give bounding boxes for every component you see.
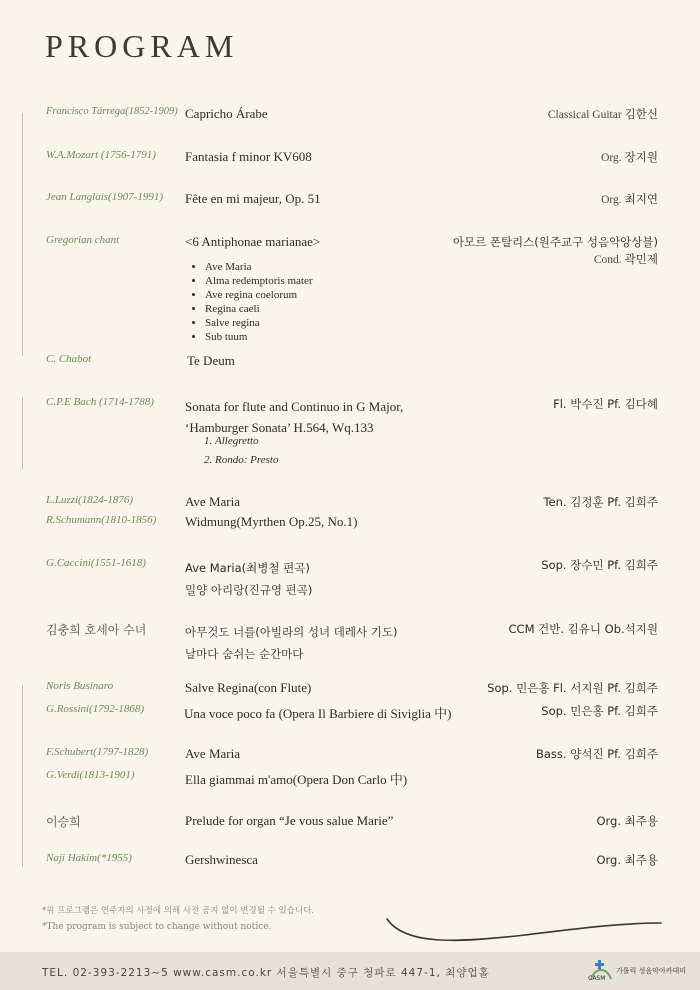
work-title: Widmung(Myrthen Op.25, No.1) — [185, 514, 358, 529]
performer: Sop. 민은홍 Fl. 서지원 Pf. 김희주 — [487, 681, 658, 695]
work-title: Fête en mi majeur, Op. 51 — [185, 191, 321, 206]
composer: G.Rossini(1792-1868) — [46, 703, 145, 715]
performer: 아모르 폰탈리스(원주교구 성음악앙상블) Cond. 곽민제 — [452, 235, 658, 266]
work-title: Ave Maria — [185, 494, 240, 509]
list-item: 1. Allegretto — [215, 432, 278, 451]
performer: Org. 최주용 — [596, 853, 658, 867]
work-title: <6 Antiphonae marianae> — [185, 234, 321, 249]
list-item: • Salve regina — [205, 316, 313, 330]
composer: G.Caccini(1551-1618) — [46, 557, 146, 569]
movement-list — [200, 432, 278, 470]
composer: L.Luzzi(1824-1876) — [46, 494, 134, 506]
composer: Francisco Tárrega(1852-1909) — [46, 106, 178, 117]
composer: Noris Businaro — [46, 680, 114, 692]
footer — [0, 952, 700, 990]
performer: Sop. 장수민 Pf. 김희주 — [541, 558, 658, 572]
decorative-swoosh — [385, 905, 665, 945]
logo-text: 가톨릭 성음악아카데미 — [616, 967, 686, 975]
performer: Bass. 양석진 Pf. 김희주 — [536, 747, 658, 761]
divider-line — [22, 397, 23, 469]
work-title: Fantasia f minor KV608 — [185, 149, 312, 164]
composer: 이승희 — [46, 815, 81, 829]
performer: Fl. 박수진 Pf. 김다혜 — [553, 397, 658, 411]
composer: G.Verdi(1813-1901) — [46, 769, 135, 781]
work-title: 아무것도 너를(아빌라의 성녀 데레사 기도) 날마다 숨쉬는 순간마다 — [185, 625, 398, 661]
antiphon-list — [190, 260, 313, 344]
work-title: Ave Maria(최병철 편곡) 밀양 아리랑(진규영 편곡) — [185, 561, 313, 597]
work-title: Gershwinesca — [185, 852, 258, 867]
note-english: *The program is subject to change without notice. — [42, 922, 272, 932]
composer: Jean Langlais(1907-1991) — [46, 191, 164, 203]
work-title: Ave Maria — [185, 746, 240, 761]
note-korean: *위 프로그램은 연주자의 사정에 의해 사전 공지 없이 변경될 수 있습니다. — [42, 906, 315, 916]
performer: CCM 건반. 김유니 Ob.석지원 — [508, 622, 658, 636]
list-item: • Sub tuum — [205, 330, 313, 344]
work-title: Te Deum — [187, 353, 235, 368]
work-title: Salve Regina(con Flute) — [185, 680, 312, 695]
composer: C.P.E Bach (1714-1788) — [46, 396, 154, 408]
list-item: • Regina caeli — [205, 302, 313, 316]
composer: 김충희 호세아 수녀 — [46, 623, 147, 637]
composer: Naji Hakim(*1955) — [46, 852, 132, 864]
list-item: • Ave Maria — [205, 260, 313, 274]
list-item: • Ave regina coelorum — [205, 288, 313, 302]
performer: Sop. 민은홍 Pf. 김희주 — [541, 704, 658, 718]
work-title: Prelude for organ “Je vous salue Marie” — [185, 813, 394, 828]
composer: C. Chabot — [46, 353, 92, 365]
performer: Classical Guitar 김한신 — [547, 107, 658, 121]
work-title: Sonata for flute and Continuo in G Major, ‘Hamburger Sonata’ H.564, Wq.133 — [185, 399, 404, 435]
composer: Gregorian chant — [46, 234, 120, 246]
contact-info: TEL. 02-393-2213~5 www.casm.co.kr 서울특별시 중구 청파로 447-1, 최양업홀 — [42, 967, 490, 979]
divider-line — [22, 685, 23, 867]
composer: F.Schubert(1797-1828) — [46, 746, 149, 758]
work-title: Ella giammai m'amo(Opera Don Carlo 中) — [185, 772, 408, 787]
performer: Org. 최지연 — [601, 192, 658, 206]
work-title: Una voce poco fa (Opera Il Barbiere di Siviglia 中) — [184, 706, 452, 721]
performer: Ten. 김정훈 Pf. 김희주 — [543, 495, 658, 509]
composer: W.A.Mozart (1756-1791) — [46, 149, 156, 161]
casm-logo — [589, 959, 686, 983]
composer: R.Schumann(1810-1856) — [46, 514, 157, 526]
list-item: • Alma redemptoris mater — [205, 274, 313, 288]
logo-icon: CASM — [589, 959, 613, 983]
page-title: PROGRAM — [45, 28, 239, 64]
performer: Org. 최주용 — [596, 814, 658, 828]
work-title: Capricho Árabe — [185, 106, 268, 121]
performer: Org. 장지원 — [601, 150, 658, 164]
notes — [42, 904, 314, 938]
divider-line — [22, 113, 23, 356]
list-item: 2. Rondo: Presto — [215, 451, 278, 470]
